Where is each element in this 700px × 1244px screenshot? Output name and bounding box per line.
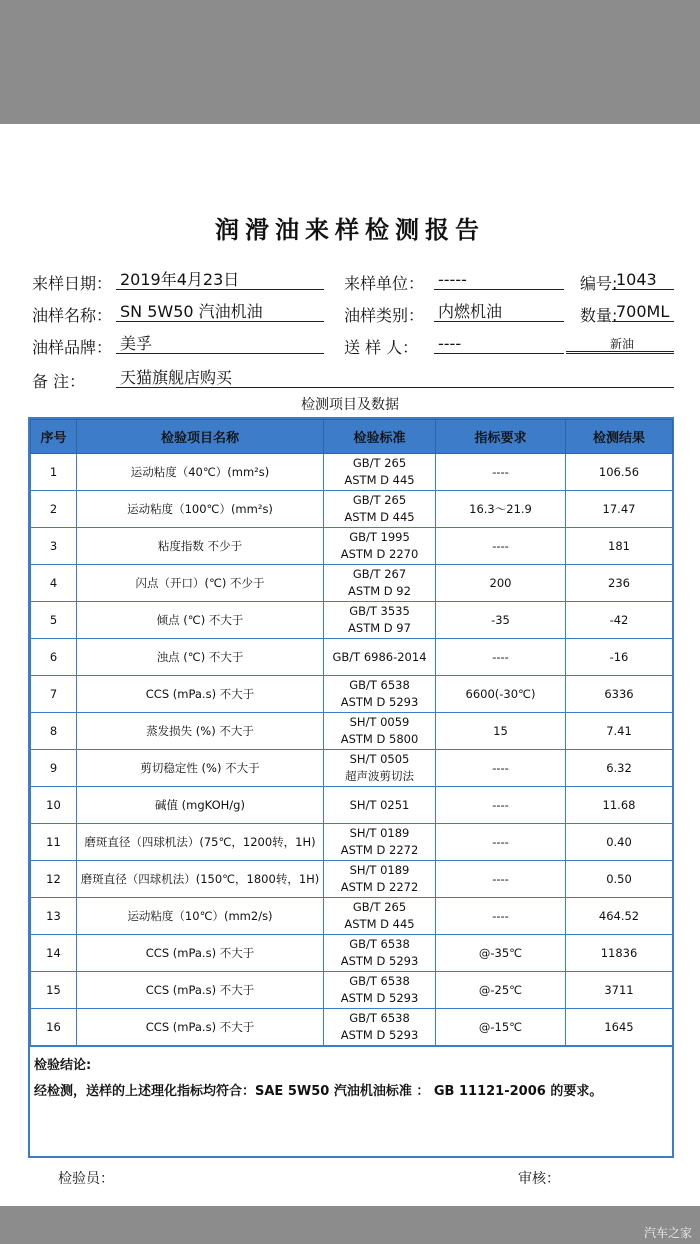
cell-item: 浊点 (℃) 不大于 [77, 639, 324, 676]
cell-standard [324, 1009, 436, 1046]
cell-item: 运动粘度（40℃）(mm²s) [77, 454, 324, 491]
cell-requirement: 200 [436, 565, 566, 602]
cell-no: 7 [31, 676, 77, 713]
cell-standard [324, 491, 436, 528]
cell-standard [324, 565, 436, 602]
cell-no: 2 [31, 491, 77, 528]
cell-item: CCS (mPa.s) 不大于 [77, 935, 324, 972]
table-row [31, 898, 673, 935]
standard-line-1: GB/T 1995 [349, 530, 410, 544]
cell-no: 13 [31, 898, 77, 935]
cell-no: 8 [31, 713, 77, 750]
cell-standard [324, 861, 436, 898]
cell-requirement: @-25℃ [436, 972, 566, 1009]
inspector-label: 检验员： [58, 1171, 114, 1187]
reviewer-label: 审核： [518, 1171, 560, 1187]
cell-standard [324, 935, 436, 972]
cell-requirement: ---- [436, 528, 566, 565]
cell-no: 6 [31, 639, 77, 676]
remark-label: 备 注： [32, 372, 86, 391]
cell-no: 15 [31, 972, 77, 1009]
cell-requirement: 16.3～21.9 [436, 491, 566, 528]
cell-requirement: ---- [436, 861, 566, 898]
header-item: 检验项目名称 [77, 420, 324, 454]
table-row [31, 565, 673, 602]
table-header-row [31, 420, 673, 454]
table-body [31, 454, 673, 1046]
cell-result: 0.50 [566, 861, 673, 898]
cell-result: 17.47 [566, 491, 673, 528]
top-frame [0, 0, 700, 124]
standard-line-1: GB/T 6538 [349, 937, 410, 951]
no-label: 编号: [580, 274, 618, 293]
table-row [31, 1009, 673, 1046]
standard-line-1: GB/T 6538 [349, 678, 410, 692]
cell-result: 7.41 [566, 713, 673, 750]
standard-line-2: ASTM D 5293 [340, 1028, 419, 1042]
table-row [31, 528, 673, 565]
cell-item: 蒸发损失 (%) 不大于 [77, 713, 324, 750]
qty-label: 数量: [580, 306, 618, 325]
cell-no: 10 [31, 787, 77, 824]
standard-line-1: GB/T 265 [352, 493, 407, 507]
cell-item: 粘度指数 不少于 [77, 528, 324, 565]
cell-item: CCS (mPa.s) 不大于 [77, 972, 324, 1009]
table-row [31, 861, 673, 898]
standard-line-2: ASTM D 5293 [340, 954, 419, 968]
cell-standard [324, 750, 436, 787]
type-label: 油样类别： [344, 306, 425, 325]
brand-label: 油样品牌： [32, 338, 113, 357]
cell-requirement: ---- [436, 824, 566, 861]
cell-no: 14 [31, 935, 77, 972]
cell-item: 碱值 (mgKOH/g) [77, 787, 324, 824]
unit-label: 来样单位： [344, 274, 425, 293]
standard-line-1: GB/T 267 [352, 567, 407, 581]
cell-no: 11 [31, 824, 77, 861]
standard-line-1: GB/T 265 [352, 456, 407, 470]
cell-item: 运动粘度（100℃）(mm²s) [77, 491, 324, 528]
cell-standard [324, 602, 436, 639]
cell-item: 磨斑直径（四球机法）(75℃，1200转，1H) [77, 824, 324, 861]
table-row [31, 972, 673, 1009]
cell-result: 11836 [566, 935, 673, 972]
table-row [31, 639, 673, 676]
conclusion-label: 检验结论: [34, 1058, 92, 1073]
sender-value: ---- [434, 334, 564, 354]
table-row [31, 454, 673, 491]
table-row [31, 676, 673, 713]
name-label: 油样名称： [32, 306, 113, 325]
cell-item: 磨斑直径（四球机法）(150℃，1800转，1H) [77, 861, 324, 898]
header-standard: 检验标准 [324, 420, 436, 454]
results-table [28, 417, 674, 1158]
cell-requirement: ---- [436, 787, 566, 824]
cell-requirement: ---- [436, 639, 566, 676]
cell-requirement: 6600(-30℃) [436, 676, 566, 713]
cell-standard [324, 824, 436, 861]
table-row [31, 935, 673, 972]
cell-item: 运动粘度（10℃）(mm2/s) [77, 898, 324, 935]
standard-line-1: GB/T 265 [352, 900, 407, 914]
sender-label: 送 样 人： [344, 338, 419, 357]
cell-standard [324, 713, 436, 750]
cell-standard [324, 454, 436, 491]
table-row [31, 713, 673, 750]
cell-standard [324, 898, 436, 935]
cell-requirement: -35 [436, 602, 566, 639]
cell-standard [324, 676, 436, 713]
standard-line-2: 超声波剪切法 [345, 769, 414, 783]
standard-line-1: SH/T 0189 [349, 863, 410, 877]
cell-requirement: 15 [436, 713, 566, 750]
standard-line-2: ASTM D 2272 [340, 880, 419, 894]
remark-value: 天猫旗舰店购买 [116, 368, 674, 388]
date-value: 2019年4月23日 [116, 270, 324, 290]
cell-requirement: ---- [436, 454, 566, 491]
conclusion-text: 经检测，送样的上述理化指标均符合：SAE 5W50 汽油机油标准 ： GB 11121-2006 的要求。 [34, 1084, 603, 1099]
date-label: 来样日期： [32, 274, 113, 293]
standard-line-2: ASTM D 2272 [340, 843, 419, 857]
standard-line-1: SH/T 0251 [349, 797, 410, 812]
section-title: 检测项目及数据 [301, 397, 399, 413]
report-page [0, 124, 700, 1206]
cell-standard [324, 639, 436, 676]
conclusion-box [30, 1046, 672, 1156]
report-title: 润滑油来样检测报告 [215, 215, 485, 244]
standard-line-2: ASTM D 445 [344, 917, 415, 931]
cell-result: 6336 [566, 676, 673, 713]
table-row [31, 750, 673, 787]
qty-value: 700ML [612, 302, 674, 322]
cell-requirement: @-35℃ [436, 935, 566, 972]
cell-item: CCS (mPa.s) 不大于 [77, 1009, 324, 1046]
standard-line-1: GB/T 6538 [349, 974, 410, 988]
no-value: 1043 [612, 270, 674, 290]
standard-line-2: ASTM D 92 [348, 584, 411, 598]
name-value: SN 5W50 汽油机油 [116, 302, 324, 322]
cell-item: 倾点 (℃) 不大于 [77, 602, 324, 639]
standard-line-1: SH/T 0505 [349, 752, 410, 766]
header-requirement: 指标要求 [436, 420, 566, 454]
cell-standard [324, 972, 436, 1009]
cell-no: 12 [31, 861, 77, 898]
cell-requirement: @-15℃ [436, 1009, 566, 1046]
cell-result: 6.32 [566, 750, 673, 787]
type-value: 内燃机油 [434, 302, 564, 322]
standard-line-1: GB/T 6986-2014 [332, 649, 427, 664]
standard-line-2: ASTM D 97 [348, 621, 411, 635]
cell-result: 0.40 [566, 824, 673, 861]
table-row [31, 787, 673, 824]
brand-value: 美孚 [116, 334, 324, 354]
standard-line-2: ASTM D 5293 [340, 991, 419, 1005]
cell-result: 464.52 [566, 898, 673, 935]
standard-line-2: ASTM D 5800 [340, 732, 419, 746]
table-row [31, 602, 673, 639]
cell-result: 1645 [566, 1009, 673, 1046]
cell-result: 106.56 [566, 454, 673, 491]
cell-result: 181 [566, 528, 673, 565]
cell-no: 4 [31, 565, 77, 602]
cell-result: 11.68 [566, 787, 673, 824]
standard-line-1: GB/T 6538 [349, 1011, 410, 1025]
cell-no: 16 [31, 1009, 77, 1046]
standard-line-1: SH/T 0189 [349, 826, 410, 840]
cell-no: 9 [31, 750, 77, 787]
table-row [31, 824, 673, 861]
cell-item: 闪点（开口）(℃) 不少于 [77, 565, 324, 602]
cell-standard [324, 787, 436, 824]
standard-line-2: ASTM D 445 [344, 510, 415, 524]
cell-result: -42 [566, 602, 673, 639]
status-value: 新油 [566, 334, 674, 354]
cell-no: 3 [31, 528, 77, 565]
cell-result: 236 [566, 565, 673, 602]
watermark: 汽车之家 [643, 1226, 692, 1240]
cell-requirement: ---- [436, 898, 566, 935]
cell-result: 3711 [566, 972, 673, 1009]
standard-line-2: ASTM D 5293 [340, 695, 419, 709]
standard-line-2: ASTM D 2270 [340, 547, 419, 561]
cell-no: 1 [31, 454, 77, 491]
cell-no: 5 [31, 602, 77, 639]
header-no: 序号 [31, 420, 77, 454]
cell-result: -16 [566, 639, 673, 676]
unit-value: ----- [434, 270, 564, 290]
cell-item: CCS (mPa.s) 不大于 [77, 676, 324, 713]
standard-line-1: GB/T 3535 [349, 604, 410, 618]
standard-line-1: SH/T 0059 [349, 715, 410, 729]
cell-requirement: ---- [436, 750, 566, 787]
cell-standard [324, 528, 436, 565]
bottom-frame [0, 1206, 700, 1244]
cell-item: 剪切稳定性 (%) 不大于 [77, 750, 324, 787]
standard-line-2: ASTM D 445 [344, 473, 415, 487]
table-row [31, 491, 673, 528]
header-result: 检测结果 [566, 420, 673, 454]
